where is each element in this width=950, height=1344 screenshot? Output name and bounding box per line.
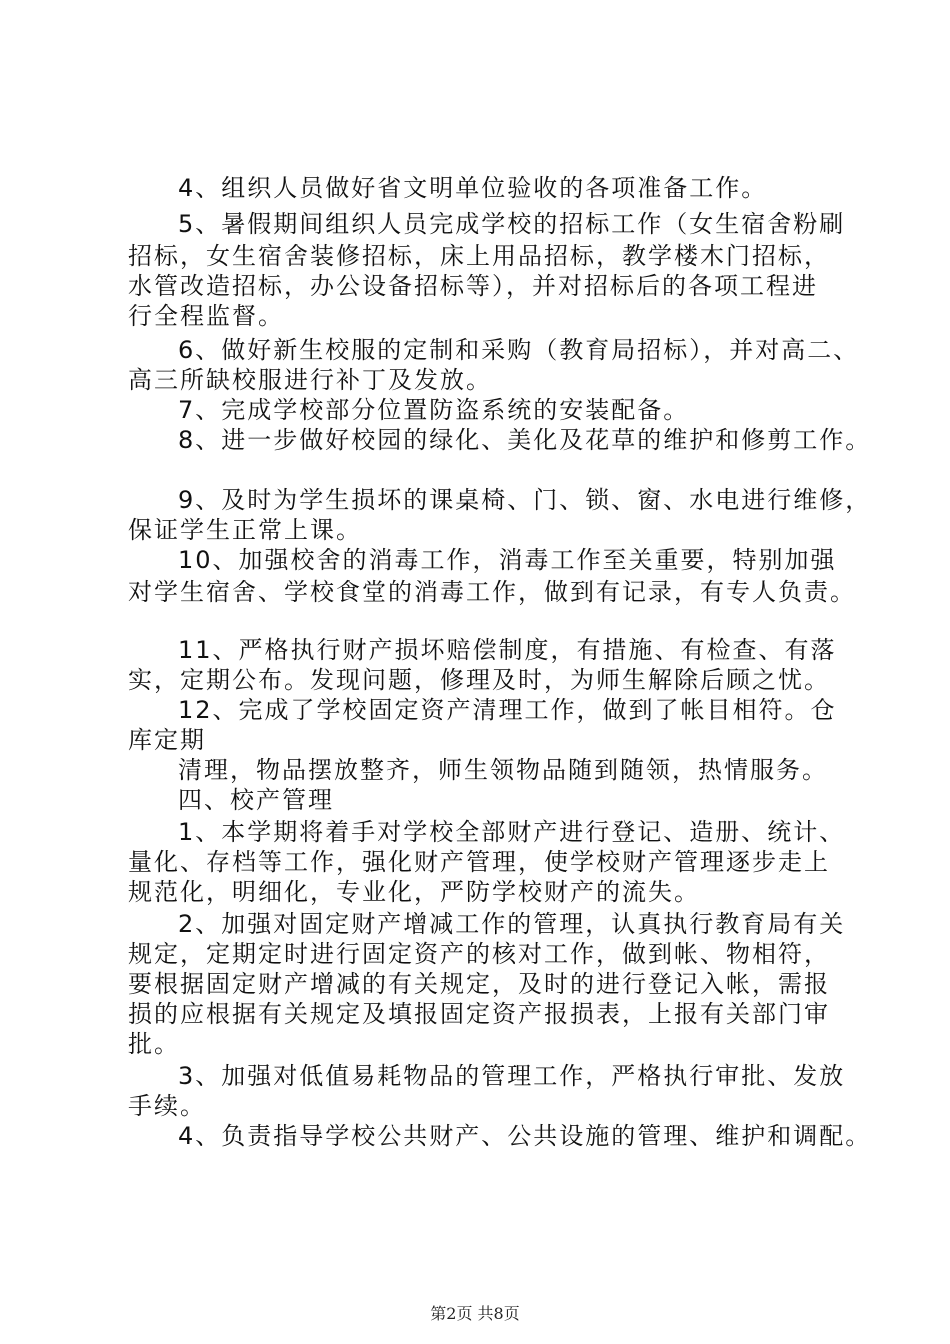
paragraph-line: 要根据固定财产增减的有关规定，及时的进行登记入帐，需报 bbox=[128, 970, 830, 998]
paragraph-line: 10、加强校舍的消毒工作，消毒工作至关重要，特别加强 bbox=[178, 546, 837, 574]
paragraph-line: 手续。 bbox=[128, 1092, 206, 1120]
paragraph-line: 高三所缺校服进行补丁及发放。 bbox=[128, 366, 492, 394]
paragraph-line: 7、完成学校部分位置防盗系统的安装配备。 bbox=[178, 396, 690, 424]
paragraph-line: 1、本学期将着手对学校全部财产进行登记、造册、统计、 bbox=[178, 818, 846, 846]
paragraph-line: 规范化，明细化，专业化，严防学校财产的流失。 bbox=[128, 878, 700, 906]
paragraph-line: 保证学生正常上课。 bbox=[128, 516, 362, 544]
paragraph-line: 量化、存档等工作，强化财产管理，使学校财产管理逐步走上 bbox=[128, 848, 830, 876]
paragraph-line: 行全程监督。 bbox=[128, 302, 284, 330]
paragraph-line: 6、做好新生校服的定制和采购（教育局招标），并对高二、 bbox=[178, 336, 860, 364]
paragraph-line: 4、组织人员做好省文明单位验收的各项准备工作。 bbox=[178, 174, 768, 202]
paragraph-line: 8、进一步做好校园的绿化、美化及花草的维护和修剪工作。 bbox=[178, 426, 872, 454]
paragraph-line: 实，定期公布。发现问题，修理及时，为师生解除后顾之忧。 bbox=[128, 666, 830, 694]
paragraph-line: 2、加强对固定财产增减工作的管理，认真执行教育局有关 bbox=[178, 910, 846, 938]
page-number-footer: 第2页 共8页 bbox=[430, 1304, 520, 1323]
paragraph-line: 5、暑假期间组织人员完成学校的招标工作（女生宿舍粉刷 bbox=[178, 210, 846, 238]
paragraph-line: 对学生宿舍、学校食堂的消毒工作，做到有记录，有专人负责。 bbox=[128, 578, 856, 606]
paragraph-line: 损的应根据有关规定及填报固定资产报损表，上报有关部门审 bbox=[128, 1000, 830, 1028]
section-heading: 四、校产管理 bbox=[178, 786, 334, 814]
paragraph-line: 清理，物品摆放整齐，师生领物品随到随领，热情服务。 bbox=[178, 756, 828, 784]
paragraph-line: 规定，定期定时进行固定资产的核对工作，做到帐、物相符， bbox=[128, 940, 830, 968]
paragraph-line: 批。 bbox=[128, 1030, 180, 1058]
paragraph-line: 12、完成了学校固定资产清理工作，做到了帐目相符。仓 bbox=[178, 696, 837, 724]
paragraph-line: 11、严格执行财产损坏赔偿制度，有措施、有检查、有落 bbox=[178, 636, 837, 664]
paragraph-line: 库定期 bbox=[128, 726, 206, 754]
paragraph-line: 3、加强对低值易耗物品的管理工作，严格执行审批、发放 bbox=[178, 1062, 846, 1090]
paragraph-line: 水管改造招标，办公设备招标等），并对招标后的各项工程进 bbox=[128, 272, 818, 300]
paragraph-line: 9、及时为学生损坏的课桌椅、门、锁、窗、水电进行维修， bbox=[178, 486, 872, 514]
paragraph-line: 招标，女生宿舍装修招标，床上用品招标，教学楼木门招标， bbox=[128, 242, 830, 270]
paragraph-line: 4、负责指导学校公共财产、公共设施的管理、维护和调配。 bbox=[178, 1122, 872, 1150]
